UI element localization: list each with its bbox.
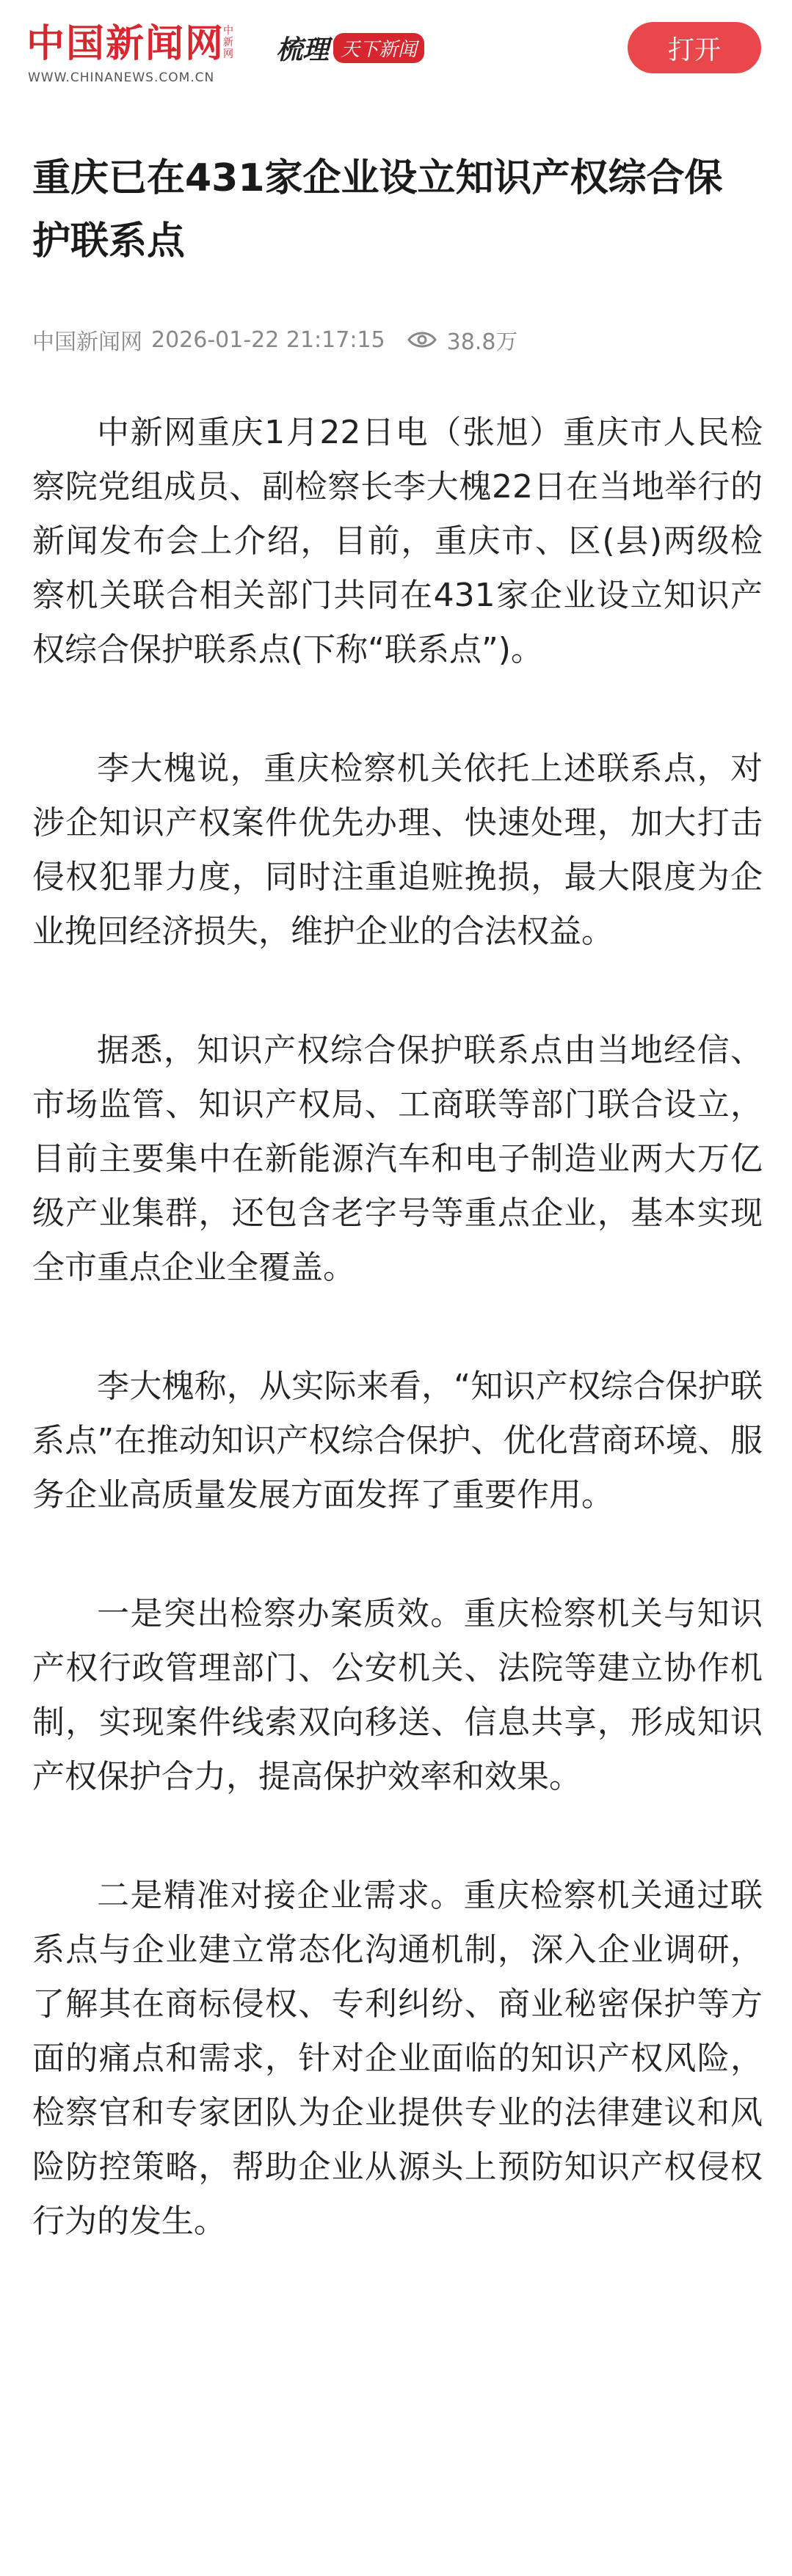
chinanews-logo[interactable] — [26, 22, 247, 88]
eye-icon — [407, 330, 437, 349]
article-paragraph: 李大槐称，从实际来看，“知识产权综合保护联系点”在推动知识产权综合保护、优化营商环境、服务企业高质量发展方面发挥了重要作用。 — [32, 1368, 763, 1514]
open-app-button[interactable]: 打开 — [628, 22, 761, 73]
article-paragraph: 中新网重庆1月22日电（张旭）重庆市人民检察院党组成员、副检察长李大槐22日在当地举行的新闻发布会上介绍，目前，重庆市、区(县)两级检察机关联合相关部门共同在431家企业设立知识产权综合保护联系点(下称“联系点”)。 — [32, 414, 763, 668]
article-paragraph: 二是精准对接企业需求。重庆检察机关通过联系点与企业建立常态化沟通机制，深入企业调研，了解其在商标侵权、专利纠纷、商业秘密保护等方面的痛点和需求，针对企业面临的知识产权风险，检察官和专家团队为企业提供专业的法律建议和风险防控策略，帮助企业从源头上预防知识产权侵权行为的发生。 — [32, 1877, 763, 2240]
logo-tag: 中新网 — [223, 25, 233, 60]
slogan — [276, 29, 424, 66]
logo-url: WWW.CHINANEWS.COM.CN — [28, 70, 215, 85]
article-body — [32, 406, 763, 2249]
view-count: 38.8万 — [446, 329, 518, 355]
article-paragraph: 李大槐说，重庆检察机关依托上述联系点，对涉企知识产权案件优先办理、快速处理，加大打击侵权犯罪力度，同时注重追赃挽损，最大限度为企业挽回经济损失，维护企业的合法权益。 — [32, 750, 763, 950]
slogan-text: 梳理 — [276, 34, 330, 65]
article-source: 中国新闻网 — [32, 329, 142, 355]
article-title: 重庆已在431家企业设立知识产权综合保护联系点 — [32, 156, 723, 263]
article-paragraph: 据悉，知识产权综合保护联系点由当地经信、市场监管、知识产权局、工商联等部门联合设立，目前主要集中在新能源汽车和电子制造业两大万亿级产业集群，还包含老字号等重点企业，基本实现全市重点企业全覆盖。 — [32, 1032, 763, 1286]
logo-text: 中国新闻网 — [26, 21, 225, 66]
publish-time: 2026-01-22 21:17:15 — [151, 326, 385, 353]
article-paragraph: 一是突出检察办案质效。重庆检察机关与知识产权行政管理部门、公安机关、法院等建立协作机制，实现案件线索双向移送、信息共享，形成知识产权保护合力，提高保护效率和效果。 — [32, 1595, 763, 1795]
article-meta — [32, 321, 759, 358]
slogan-badge: 天下新闻 — [333, 33, 424, 63]
top-bar — [0, 0, 792, 99]
